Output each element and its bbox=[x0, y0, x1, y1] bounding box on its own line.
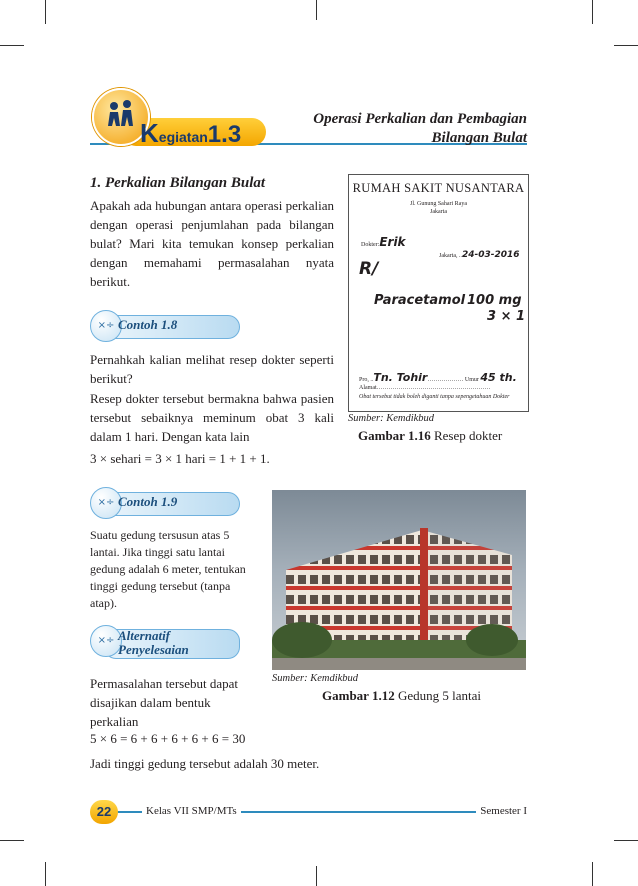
footer-class-label: Kelas VII SMP/MTs bbox=[142, 805, 241, 817]
alternatif-text: Permasalahan tersebut dapat disajikan dalam bentuk perkalian bbox=[90, 676, 238, 729]
crop-mark bbox=[0, 45, 24, 46]
contoh-1-8-text-1: Pernahkah kalian melihat resep dokter seperti berikut? bbox=[90, 352, 334, 386]
crop-mark bbox=[614, 840, 638, 841]
crop-mark bbox=[316, 866, 317, 886]
rx-symbol: R/ bbox=[359, 259, 379, 279]
building-caption: Gambar 1.12 Gedung 5 lantai bbox=[322, 688, 482, 703]
crop-mark bbox=[614, 45, 638, 46]
hospital-name: RUMAH SAKIT NUSANTARA bbox=[352, 181, 525, 195]
alternatif-banner bbox=[90, 625, 240, 661]
prescription-note: Obat tersebut tidak boleh diganti tanpa sepengetahuan Dokter bbox=[359, 394, 510, 400]
drug-dose: 100 mg bbox=[467, 293, 522, 308]
operations-icon: ×÷ bbox=[90, 487, 122, 519]
conclusion-text: Jadi tinggi gedung tersebut adalah 30 meter. bbox=[90, 756, 320, 771]
doctor-field: Dokter:Erik bbox=[361, 235, 406, 249]
crop-mark bbox=[592, 862, 593, 886]
page-number: 22 bbox=[90, 800, 118, 824]
patient-field: Pro, ..Tn. Tohir……………… Umur 45 th. bbox=[359, 371, 517, 384]
intro-paragraph: Apakah ada hubungan antara operasi perkalian dengan operasi penjumlahan pada bilangan bulat? Mari kita temukan konsep perkalian dengan memahami permasalahan nyata berikut. bbox=[90, 198, 334, 289]
drug-frequency: 3 × 1 bbox=[487, 309, 526, 324]
contoh-1-8-banner: ×÷ Contoh 1.8 bbox=[90, 310, 240, 340]
prescription-caption: Gambar 1.16 Resep dokter bbox=[358, 428, 503, 443]
contoh-1-9-banner: ×÷ Contoh 1.9 bbox=[90, 487, 240, 517]
crop-mark bbox=[45, 0, 46, 24]
prescription-source: Sumber: Kemdikbud bbox=[348, 413, 435, 424]
chapter-title: Operasi Perkalian dan Pembagian Bilangan Bulat bbox=[313, 111, 527, 146]
crop-mark bbox=[592, 0, 593, 24]
crop-mark bbox=[45, 862, 46, 886]
operations-icon: ×÷ bbox=[90, 310, 122, 342]
kegiatan-label: Kegiatan1.3 bbox=[140, 118, 242, 148]
building-source: Sumber: Kemdikbud bbox=[272, 673, 359, 684]
contoh-1-8-equation: 3 × sehari = 3 × 1 hari = 1 + 1 + 1. bbox=[90, 451, 270, 466]
building-photo bbox=[272, 490, 526, 670]
date-field: Jakarta, ..24-03-2016 bbox=[439, 250, 520, 260]
contoh-1-9-question: Suatu gedung tersusun atas 5 lantai. Jika tinggi satu lantai gedung adalah 6 meter, tentukan tinggi gedung tersebut (tanpa atap). bbox=[90, 528, 246, 610]
operations-icon: ×÷ bbox=[90, 625, 122, 657]
crop-mark bbox=[316, 0, 317, 20]
alternatif-label: Alternatif Penyelesaian bbox=[118, 628, 189, 657]
crop-mark bbox=[0, 840, 24, 841]
section-title: 1. Perkalian Bilangan Bulat bbox=[90, 175, 266, 191]
multiplication-equation: 5 × 6 = 6 + 6 + 6 + 6 + 6 = 30 bbox=[90, 731, 246, 746]
drug-name: Paracetamol bbox=[374, 293, 466, 308]
page-footer bbox=[90, 800, 527, 824]
prescription-card bbox=[348, 174, 529, 412]
hospital-address: Jl. Gunung Sahari Raya Jakarta bbox=[410, 201, 467, 215]
footer-semester-label: Semester I bbox=[476, 805, 527, 817]
contoh-1-8-text-2: Resep dokter tersebut bermakna bahwa pasien tersebut sebaiknya meminum obat 3 kali dalam 1 hari. Dengan kata lain bbox=[90, 391, 334, 444]
address-field: Alamat………………………………………………… bbox=[359, 385, 491, 391]
